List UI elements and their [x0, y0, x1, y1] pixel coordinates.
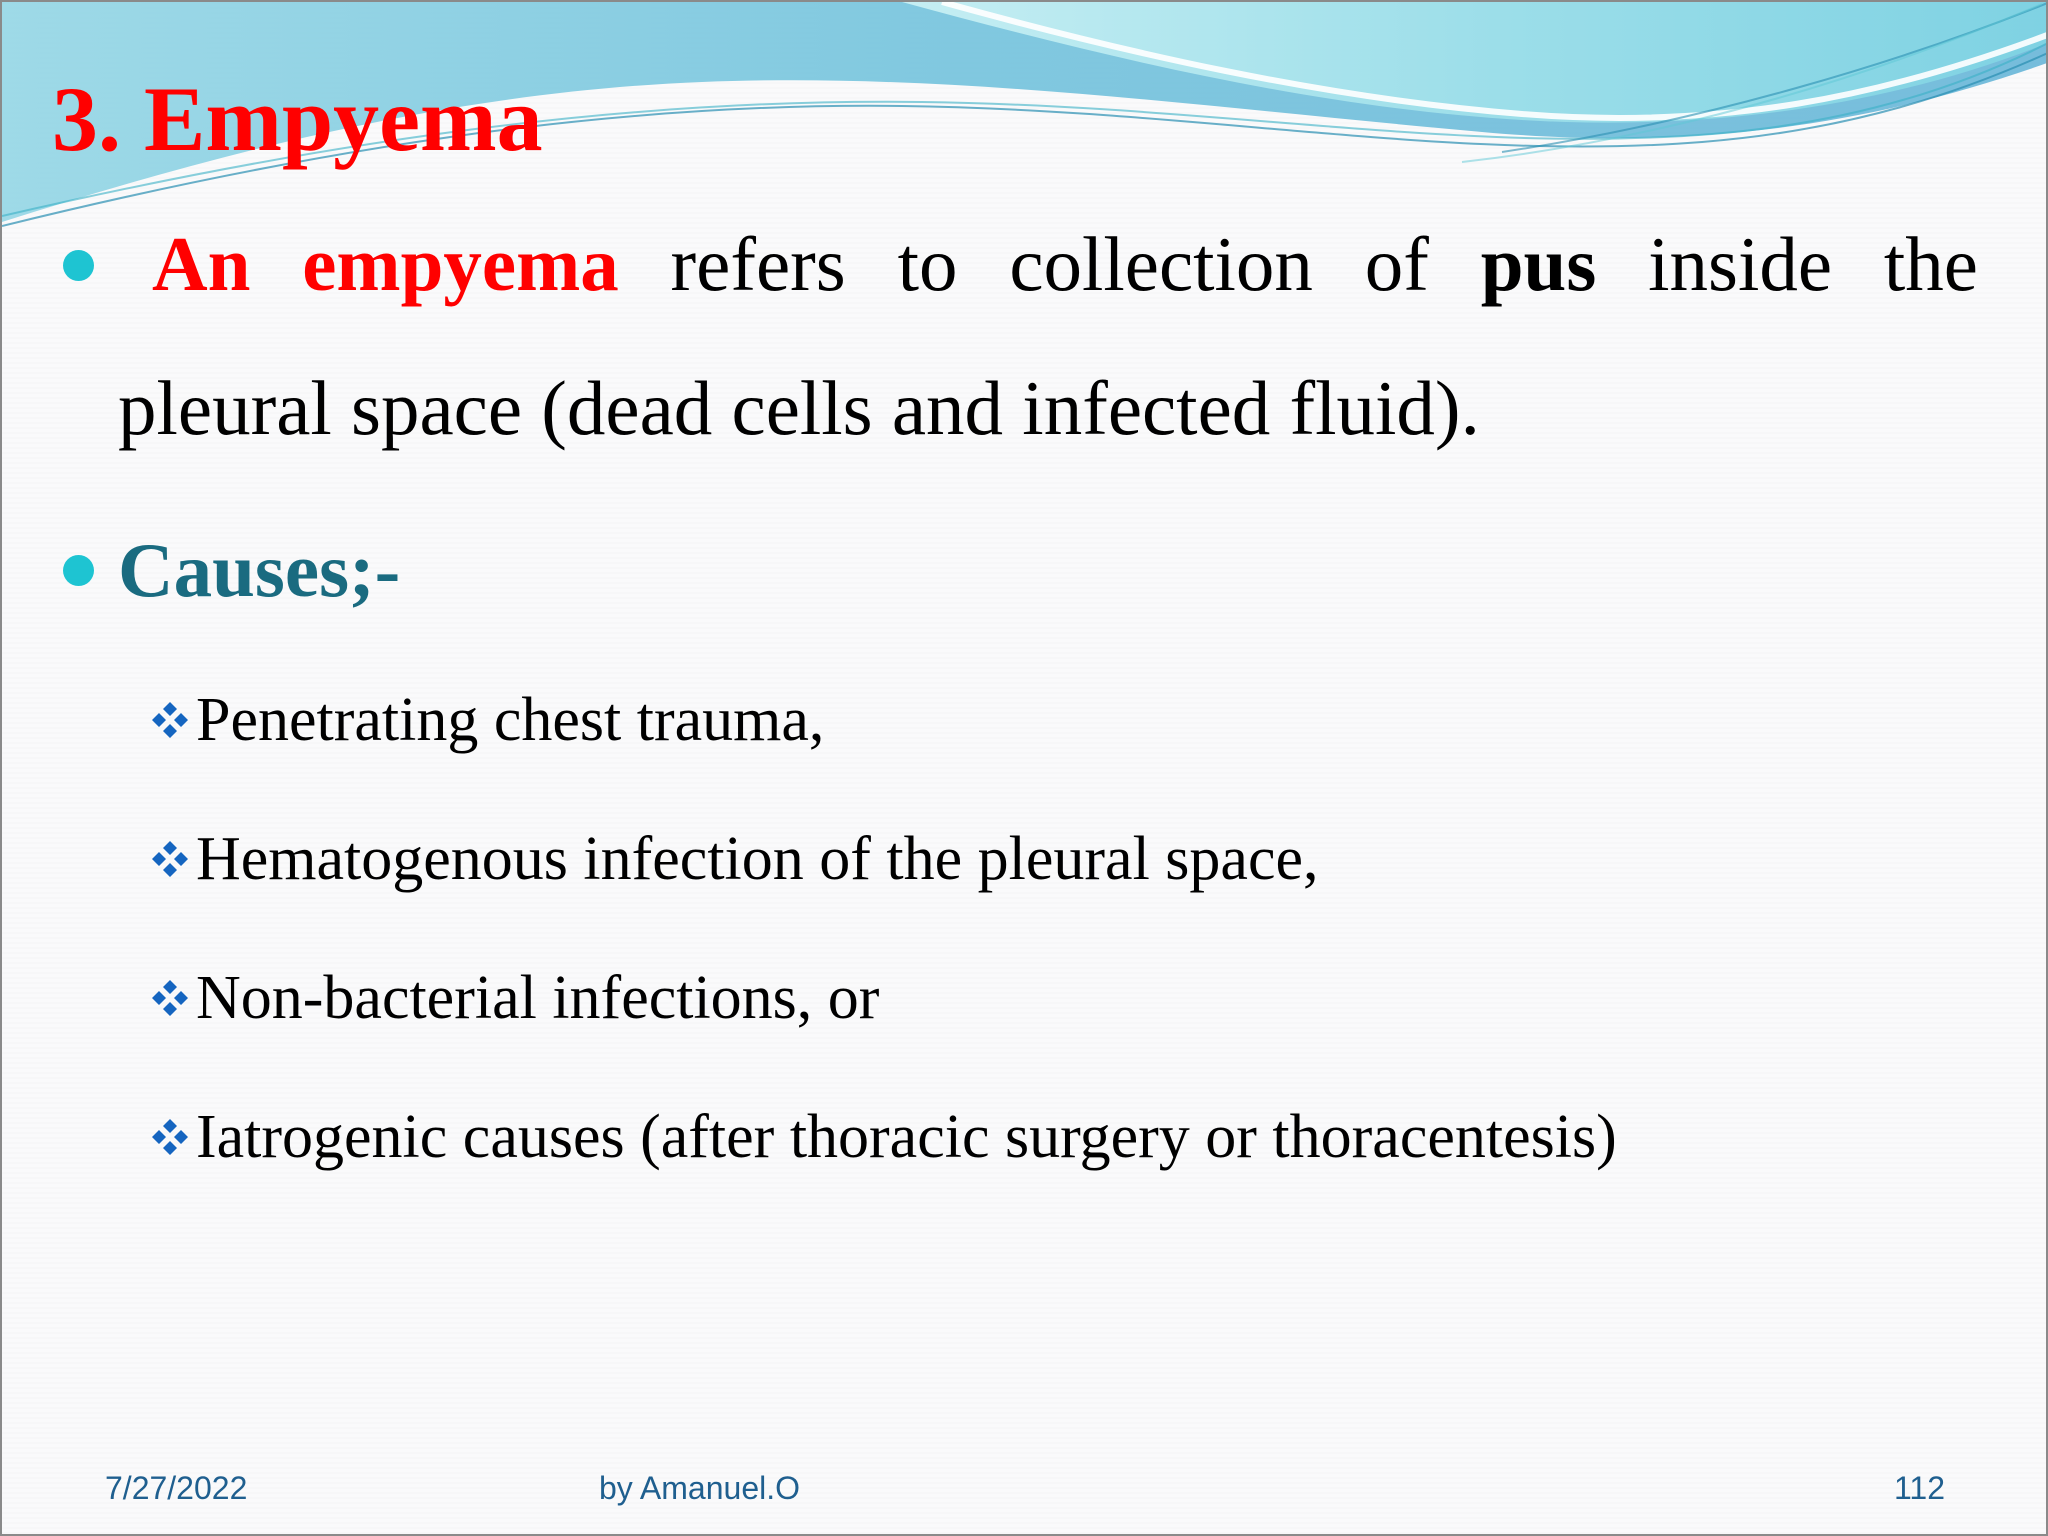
definition-word: the — [1883, 221, 1978, 307]
cause-item — [148, 819, 1318, 899]
term-word: An — [152, 221, 251, 307]
cause-text: Iatrogenic causes (after thoracic surgery or thoracentesis) — [196, 1103, 1617, 1171]
bullet-dot-icon — [63, 555, 94, 586]
causes-heading: Causes;- — [118, 527, 401, 613]
footer-date: 7/27/2022 — [105, 1470, 248, 1506]
four-diamond-bullet-icon — [148, 698, 192, 742]
cause-item — [148, 1097, 1617, 1177]
four-diamond-bullet-icon — [148, 837, 192, 881]
definition-word: of — [1364, 221, 1429, 307]
definition-line-1 — [152, 214, 1978, 314]
definition-word: refers — [670, 221, 846, 307]
term-word: empyema — [302, 221, 619, 307]
definition-line-2: pleural space (dead cells and infected fluid). — [118, 365, 1480, 451]
emphasis-word: pus — [1480, 221, 1597, 307]
footer-author: by Amanuel.O — [599, 1470, 800, 1506]
footer-page-number: 112 — [1894, 1470, 1946, 1506]
four-diamond-bullet-icon — [148, 1115, 192, 1159]
cause-text: Non-bacterial infections, or — [196, 964, 880, 1032]
definition-word: collection — [1009, 221, 1313, 307]
cause-item — [148, 958, 879, 1038]
definition-word: inside — [1648, 221, 1833, 307]
bullet-dot-icon — [63, 250, 94, 281]
slide-title: 3. Empyema — [52, 68, 543, 170]
cause-text: Hematogenous infection of the pleural space, — [196, 825, 1319, 893]
cause-item — [148, 680, 824, 760]
cause-text: Penetrating chest trauma, — [196, 686, 825, 754]
definition-word: to — [897, 221, 958, 307]
four-diamond-bullet-icon — [148, 976, 192, 1020]
